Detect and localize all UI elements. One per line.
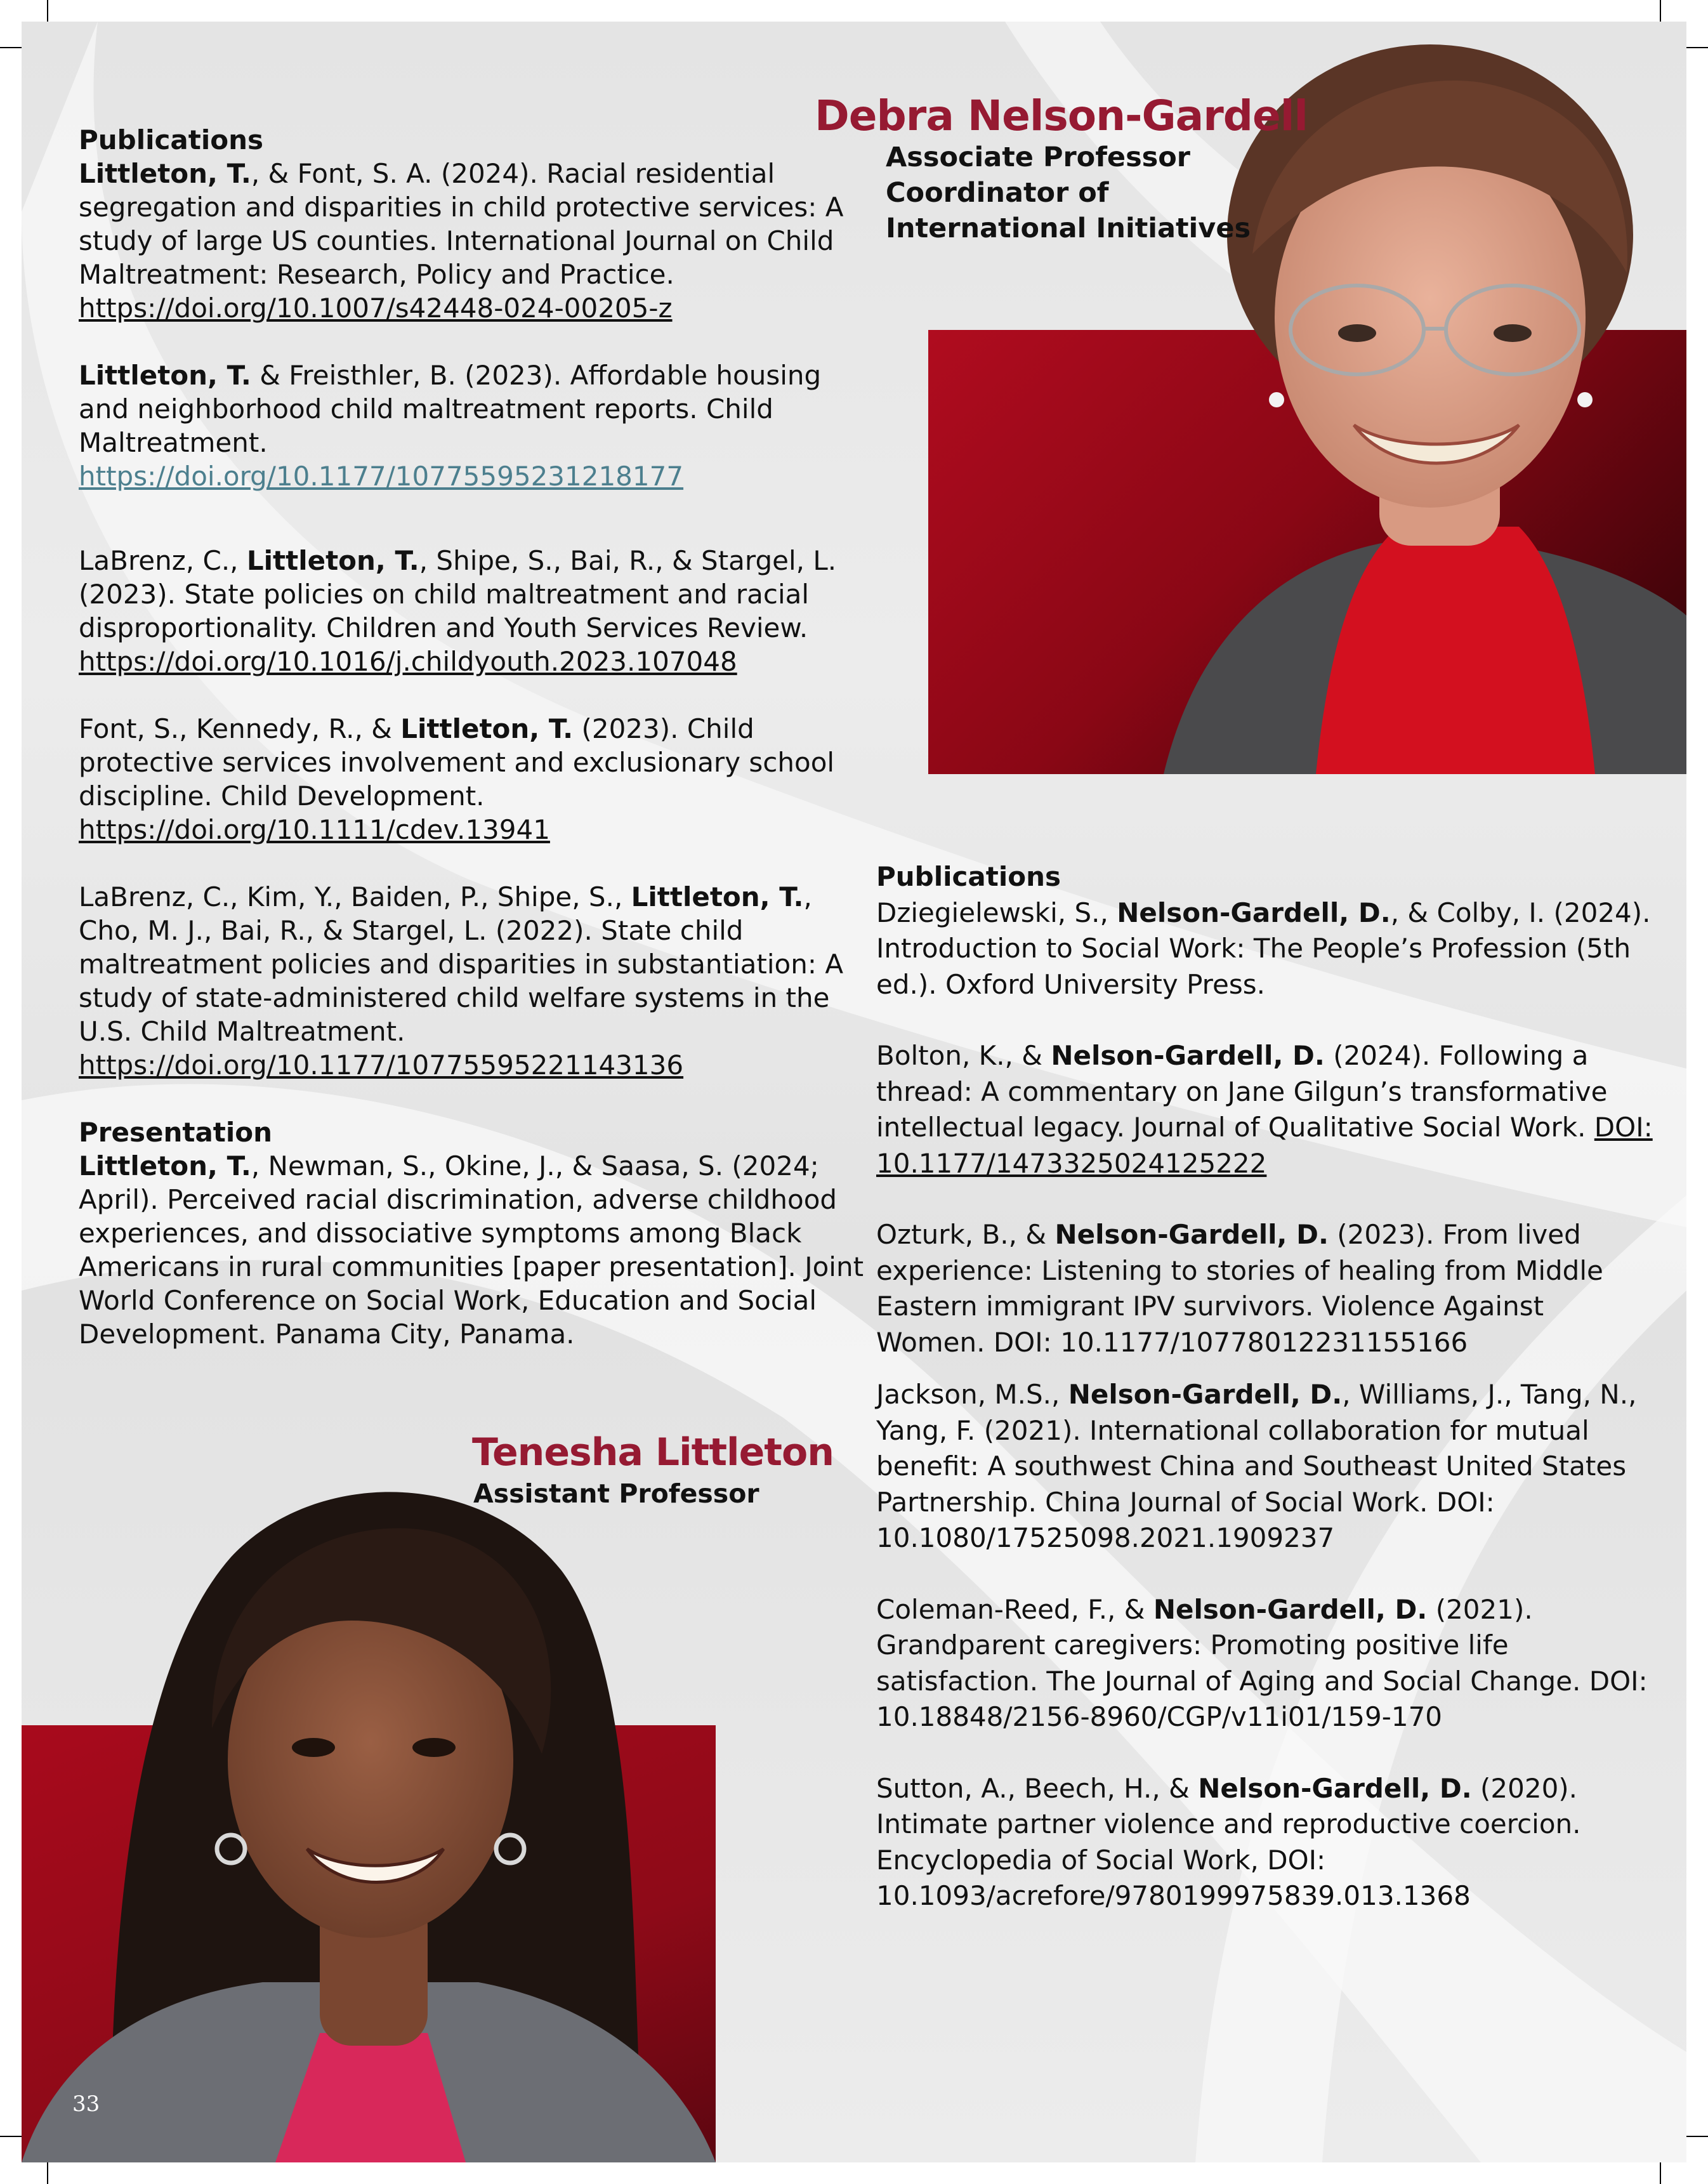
faculty-title-debra (886, 140, 1251, 246)
citation-text: (2021). Grandparent caregivers: Promoting positive life satisfaction. The Journal of Aging and Social Change. DOI: 10.18848/2156-8960/CGP/v11i01/159-170 (876, 1593, 1648, 1732)
author-bold: Nelson-Gardell, D. (1198, 1772, 1472, 1804)
title-line: Assistant Professor (473, 1478, 759, 1509)
citation-text: , Shipe, S., Bai, R., & Stargel, L. (2023). State policies on child maltreatment and racial disproportionality. Children and Youth Services Review. (79, 545, 837, 643)
citation-text: , & Font, S. A. (2024). Racial residential segregation and disparities in child protective services: A study of large US counties. International Journal on Child Maltreatment: Research, Policy and Practice. (79, 158, 844, 290)
section-heading: Publications (79, 124, 264, 155)
publication-entry (876, 1377, 1653, 1556)
citation-authors: Font, S., Kennedy, R., & (79, 713, 401, 744)
author-bold: Nelson-Gardell, D. (1054, 1219, 1329, 1250)
crop-mark (1686, 2136, 1708, 2137)
section-heading: Presentation (79, 1117, 273, 1148)
author-bold: Littleton, T. (79, 158, 251, 189)
author-bold: Littleton, T. (631, 881, 804, 912)
citation-text: (2024). Following a thread: A commentary on Jane Gilgun’s transformative intellectual legacy. Journal of Qualitative Social Work. (876, 1040, 1608, 1143)
author-bold: Littleton, T. (79, 1150, 251, 1181)
littleton-publications (79, 123, 865, 1351)
nelson-gardell-publications (876, 859, 1653, 1914)
section-heading: Publications (876, 861, 1061, 892)
citation-authors: Ozturk, B., & (876, 1219, 1055, 1250)
author-bold: Nelson-Gardell, D. (1051, 1040, 1325, 1071)
faculty-name-tenesha: Tenesha Littleton (472, 1430, 834, 1475)
crop-mark (0, 2136, 22, 2137)
author-bold: Nelson-Gardell, D. (1153, 1593, 1428, 1625)
publication-entry (79, 544, 865, 678)
page-number: 33 (72, 2091, 100, 2117)
doi-link[interactable]: https://doi.org/10.1007/s42448-024-00205-z (79, 293, 673, 324)
author-bold: Littleton, T. (79, 360, 251, 391)
citation-text: (2020). Intimate partner violence and reproductive coercion. Encyclopedia of Social Work, DOI: 10.1093/acrefore/9780199975839.013.1368 (876, 1772, 1581, 1911)
publication-entry (876, 1038, 1653, 1181)
citation-text: , Cho, M. J., Bai, R., & Stargel, L. (2022). State child maltreatment policies and disparities in substantiation: A study of state-administered child welfare systems in the U.S. Child Maltreatment. (79, 881, 844, 1047)
doi-link[interactable]: https://doi.org/10.1177/10775595231218177 (79, 461, 684, 492)
publication-entry (79, 712, 865, 846)
citation-authors: LaBrenz, C., Kim, Y., Baiden, P., Shipe, S., (79, 881, 631, 912)
faculty-name-debra: Debra Nelson-Gardell (815, 91, 1308, 140)
title-line: Associate Professor (886, 141, 1191, 173)
author-bold: Littleton, T. (246, 545, 419, 576)
doi-link[interactable]: DOI: 10.1177/1473325024125222 (876, 1112, 1653, 1179)
citation-authors: Sutton, A., Beech, H., & (876, 1772, 1199, 1804)
publication-entry (876, 895, 1653, 1003)
presentation-entry (79, 1149, 865, 1351)
publication-entry (79, 359, 865, 493)
crop-mark (1660, 0, 1661, 22)
publication-entry (79, 880, 865, 1082)
citation-authors: LaBrenz, C., (79, 545, 247, 576)
citation-authors: Coleman-Reed, F., & (876, 1593, 1153, 1625)
author-bold: Nelson-Gardell, D. (1068, 1379, 1343, 1410)
crop-mark (0, 47, 22, 48)
citation-text: & Freisthler, B. (2023). Affordable housing and neighborhood child maltreatment reports. Child Maltreatment. (79, 360, 822, 458)
portrait-tenesha-littleton-image (22, 1475, 716, 2162)
faculty-title-tenesha (473, 1476, 759, 1511)
crop-mark (47, 2162, 48, 2184)
citation-authors: Bolton, K., & (876, 1040, 1051, 1071)
author-bold: Littleton, T. (400, 713, 574, 744)
doi-link[interactable]: https://doi.org/10.1111/cdev.13941 (79, 814, 550, 845)
title-line: International Initiatives (886, 213, 1251, 244)
page (22, 22, 1686, 2162)
portrait-tenesha-littleton (22, 1475, 716, 2162)
doi-link[interactable]: https://doi.org/10.1177/10775595221143136 (79, 1049, 684, 1081)
doi-link[interactable]: https://doi.org/10.1016/j.childyouth.2023.107048 (79, 646, 737, 677)
crop-mark (1660, 2162, 1661, 2184)
publication-entry (876, 1771, 1653, 1914)
publication-entry (876, 1217, 1653, 1360)
citation-text: , Williams, J., Tang, N., Yang, F. (2021). International collaboration for mutual benefit: A southwest China and Southeast United States Partnership. China Journal of Social Work. DOI: 10.1080/17525098.2021.1909237 (876, 1379, 1637, 1553)
publication-entry (79, 157, 865, 325)
crop-mark (47, 0, 48, 22)
citation-text: (2023). Child protective services involvement and exclusionary school discipline. Child Development. (79, 713, 835, 812)
citation-authors: Dziegielewski, S., (876, 897, 1117, 928)
citation-authors: Jackson, M.S., (876, 1379, 1068, 1410)
citation-text: , & Colby, I. (2024). Introduction to Social Work: The People’s Profession (5th ed.). Oxford University Press. (876, 897, 1651, 1000)
author-bold: Nelson-Gardell, D. (1117, 897, 1391, 928)
title-line: Coordinator of (886, 177, 1109, 209)
citation-text: (2023). From lived experience: Listening to stories of healing from Middle Eastern immigrant IPV survivors. Violence Against Women. DOI: 10.1177/10778012231155166 (876, 1219, 1603, 1358)
publication-entry (876, 1592, 1653, 1735)
citation-text: , Newman, S., Okine, J., & Saasa, S. (2024; April). Perceived racial discrimination, adverse childhood experiences, and dissociative symptoms among Black Americans in rural communities [paper presentation]. Joint World Conference on Social Work, Education and Social Development. Panama City, Panama. (79, 1150, 864, 1350)
crop-mark (1686, 47, 1708, 48)
